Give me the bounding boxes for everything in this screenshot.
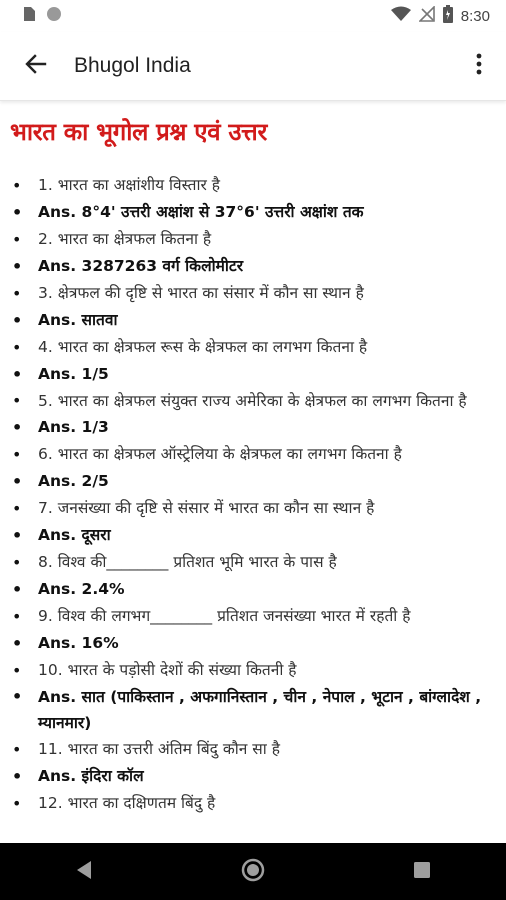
question-item: • 4. भारत का क्षेत्रफल रूस के क्षेत्रफल का लगभग कितना है xyxy=(10,334,496,361)
answer-item: • Ans. दूसरा xyxy=(10,522,496,549)
back-button[interactable] xyxy=(16,46,56,86)
answer-item: • Ans. 2/5 xyxy=(10,468,496,495)
status-bar xyxy=(0,0,506,32)
answer-item: • Ans. 1/5 xyxy=(10,361,496,388)
back-triangle-icon xyxy=(75,860,93,884)
more-vert-icon xyxy=(476,53,482,79)
no-signal-icon xyxy=(419,6,435,26)
wifi-icon xyxy=(391,6,411,26)
app-title: Bhugol India xyxy=(74,54,191,77)
answer-item: • Ans. सात (पाकिस्तान , अफगानिस्तान , चीन , नेपाल , भूटान , बांग्लादेश , म्यानमार) xyxy=(10,684,496,736)
question-item: • 5. भारत का क्षेत्रफल संयुक्त राज्य अमेरिका के क्षेत्रफल का लगभग कितना है xyxy=(10,388,496,414)
nav-back-button[interactable] xyxy=(54,847,114,897)
home-circle-icon xyxy=(241,858,265,886)
recents-square-icon xyxy=(413,861,431,883)
answer-item: • Ans. 16% xyxy=(10,630,496,657)
question-item: • 8. विश्व की________ प्रतिशत भूमि भारत के पास है xyxy=(10,549,496,576)
question-item: • 9. विश्व की लगभग________ प्रतिशत जनसंख्या भारत में रहती है xyxy=(10,603,496,630)
question-item: • 3. क्षेत्रफल की दृष्टि से भारत का संसार में कौन सा स्थान है xyxy=(10,280,496,307)
answer-item: • Ans. 1/3 xyxy=(10,414,496,441)
answer-item: • Ans. 3287263 वर्ग किलोमीटर xyxy=(10,253,496,280)
app-bar xyxy=(0,32,506,101)
answer-item: • Ans. 8°4' उत्तरी अक्षांश से 37°6' उत्तरी अक्षांश तक xyxy=(10,199,496,226)
qa-list xyxy=(0,172,506,817)
answer-item: • Ans. 2.4% xyxy=(10,576,496,603)
nav-home-button[interactable] xyxy=(223,847,283,897)
back-arrow-icon xyxy=(25,53,47,79)
question-item: • 2. भारत का क्षेत्रफल कितना है xyxy=(10,226,496,253)
battery-icon xyxy=(443,5,453,27)
question-item: • 1. भारत का अक्षांशीय विस्तार है xyxy=(10,172,496,199)
page-heading: भारत का भूगोल प्रश्न एवं उत्तर xyxy=(10,118,267,146)
circle-icon xyxy=(46,6,62,26)
answer-item: • Ans. सातवा xyxy=(10,307,496,334)
status-time: 8:30 xyxy=(460,7,490,25)
article-content[interactable] xyxy=(0,101,506,843)
answer-item: • Ans. इंदिरा कॉल xyxy=(10,763,496,790)
sim-card-icon xyxy=(22,6,36,26)
question-item: • 10. भारत के पड़ोसी देशों की संख्या कितनी है xyxy=(10,657,496,684)
nav-recents-button[interactable] xyxy=(392,847,452,897)
question-item: • 12. भारत का दक्षिणतम बिंदु है xyxy=(10,790,496,817)
question-item: • 11. भारत का उत्तरी अंतिम बिंदु कौन सा है xyxy=(10,736,496,763)
question-item: • 7. जनसंख्या की दृष्टि से संसार में भारत का कौन सा स्थान है xyxy=(10,495,496,522)
question-item: • 6. भारत का क्षेत्रफल ऑस्ट्रेलिया के क्षेत्रफल का लगभग कितना है xyxy=(10,441,496,468)
more-options-button[interactable] xyxy=(464,46,494,86)
system-nav-bar xyxy=(0,843,506,900)
